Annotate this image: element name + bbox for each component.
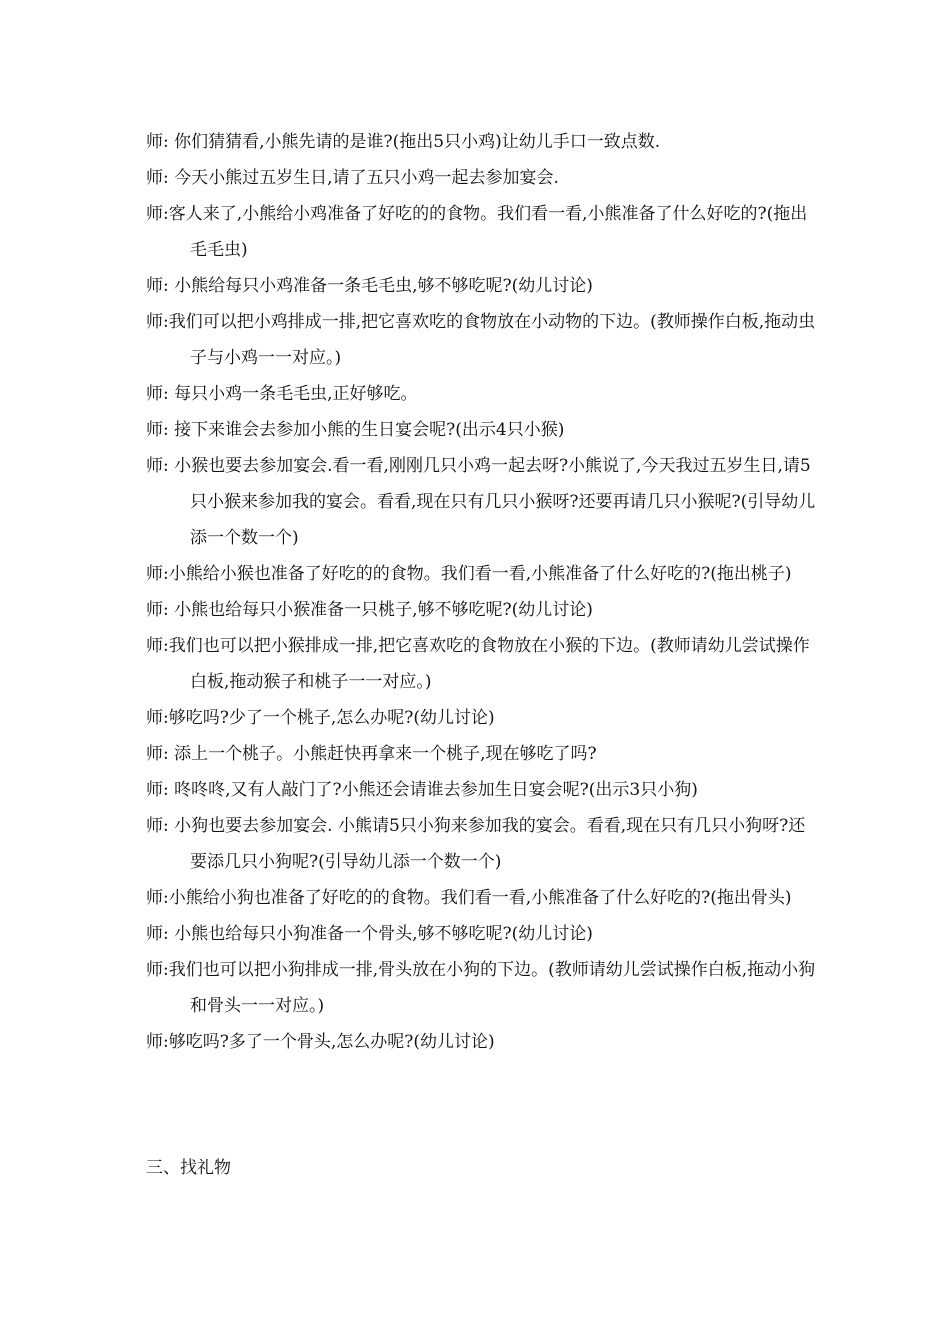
section-heading: 三、找礼物 <box>146 1158 231 1178</box>
dialogue-line: 师: 你们猜猜看,小熊先请的是谁?(拖出5只小鸡)让幼儿手口一致点数. <box>146 132 661 152</box>
dialogue-line: 师:小熊给小猴也准备了好吃的的食物。我们看一看,小熊准备了什么好吃的?(拖出桃子) <box>146 564 792 584</box>
dialogue-line: 师:够吃吗?少了一个桃子,怎么办呢?(幼儿讨论) <box>146 708 495 728</box>
dialogue-line: 师: 小熊也给每只小猴准备一只桃子,够不够吃呢?(幼儿讨论) <box>146 600 593 620</box>
dialogue-line: 师: 小熊给每只小鸡准备一条毛毛虫,够不够吃呢?(幼儿讨论) <box>146 276 593 296</box>
dialogue-line: 师: 小猴也要去参加宴会.看一看,刚刚几只小鸡一起去呀?小熊说了,今天我过五岁生日,请5只小猴来参加我的宴会。看看,现在只有几只小猴呀?还要再请几只小猴呢?(引导幼儿添一个数一个) <box>146 456 816 548</box>
dialogue-line: 师: 添上一个桃子。小熊赶快再拿来一个桃子,现在够吃了吗? <box>146 744 597 764</box>
dialogue-line: 师: 小狗也要去参加宴会. 小熊请5只小狗来参加我的宴会。看看,现在只有几只小狗呀?还要添几只小狗呢?(引导幼儿添一个数一个) <box>146 816 806 872</box>
dialogue-line: 师: 咚咚咚,又有人敲门了?小熊还会请谁去参加生日宴会呢?(出示3只小狗) <box>146 780 698 800</box>
dialogue-line: 师:我们可以把小鸡排成一排,把它喜欢吃的食物放在小动物的下边。(教师操作白板,拖动虫子与小鸡一一对应。) <box>146 312 816 368</box>
dialogue-line: 师: 今天小熊过五岁生日,请了五只小鸡一起去参加宴会. <box>146 168 559 188</box>
dialogue-line: 师:我们也可以把小猴排成一排,把它喜欢吃的食物放在小猴的下边。(教师请幼儿尝试操作白板,拖动猴子和桃子一一对应。) <box>146 636 810 692</box>
dialogue-line: 师:我们也可以把小狗排成一排,骨头放在小狗的下边。(教师请幼儿尝试操作白板,拖动小狗和骨头一一对应。) <box>146 960 816 1016</box>
dialogue-line: 师:够吃吗?多了一个骨头,怎么办呢?(幼儿讨论) <box>146 1032 495 1052</box>
dialogue-line: 师: 每只小鸡一条毛毛虫,正好够吃。 <box>146 384 418 404</box>
dialogue-line: 师:小熊给小狗也准备了好吃的的食物。我们看一看,小熊准备了什么好吃的?(拖出骨头) <box>146 888 792 908</box>
dialogue-line: 师: 小熊也给每只小狗准备一个骨头,够不够吃呢?(幼儿讨论) <box>146 924 593 944</box>
dialogue-line: 师: 接下来谁会去参加小熊的生日宴会呢?(出示4只小猴) <box>146 420 565 440</box>
dialogue-line: 师:客人来了,小熊给小鸡准备了好吃的的食物。我们看一看,小熊准备了什么好吃的?(拖出毛毛虫) <box>146 204 808 260</box>
dialogue-body <box>146 124 816 1060</box>
